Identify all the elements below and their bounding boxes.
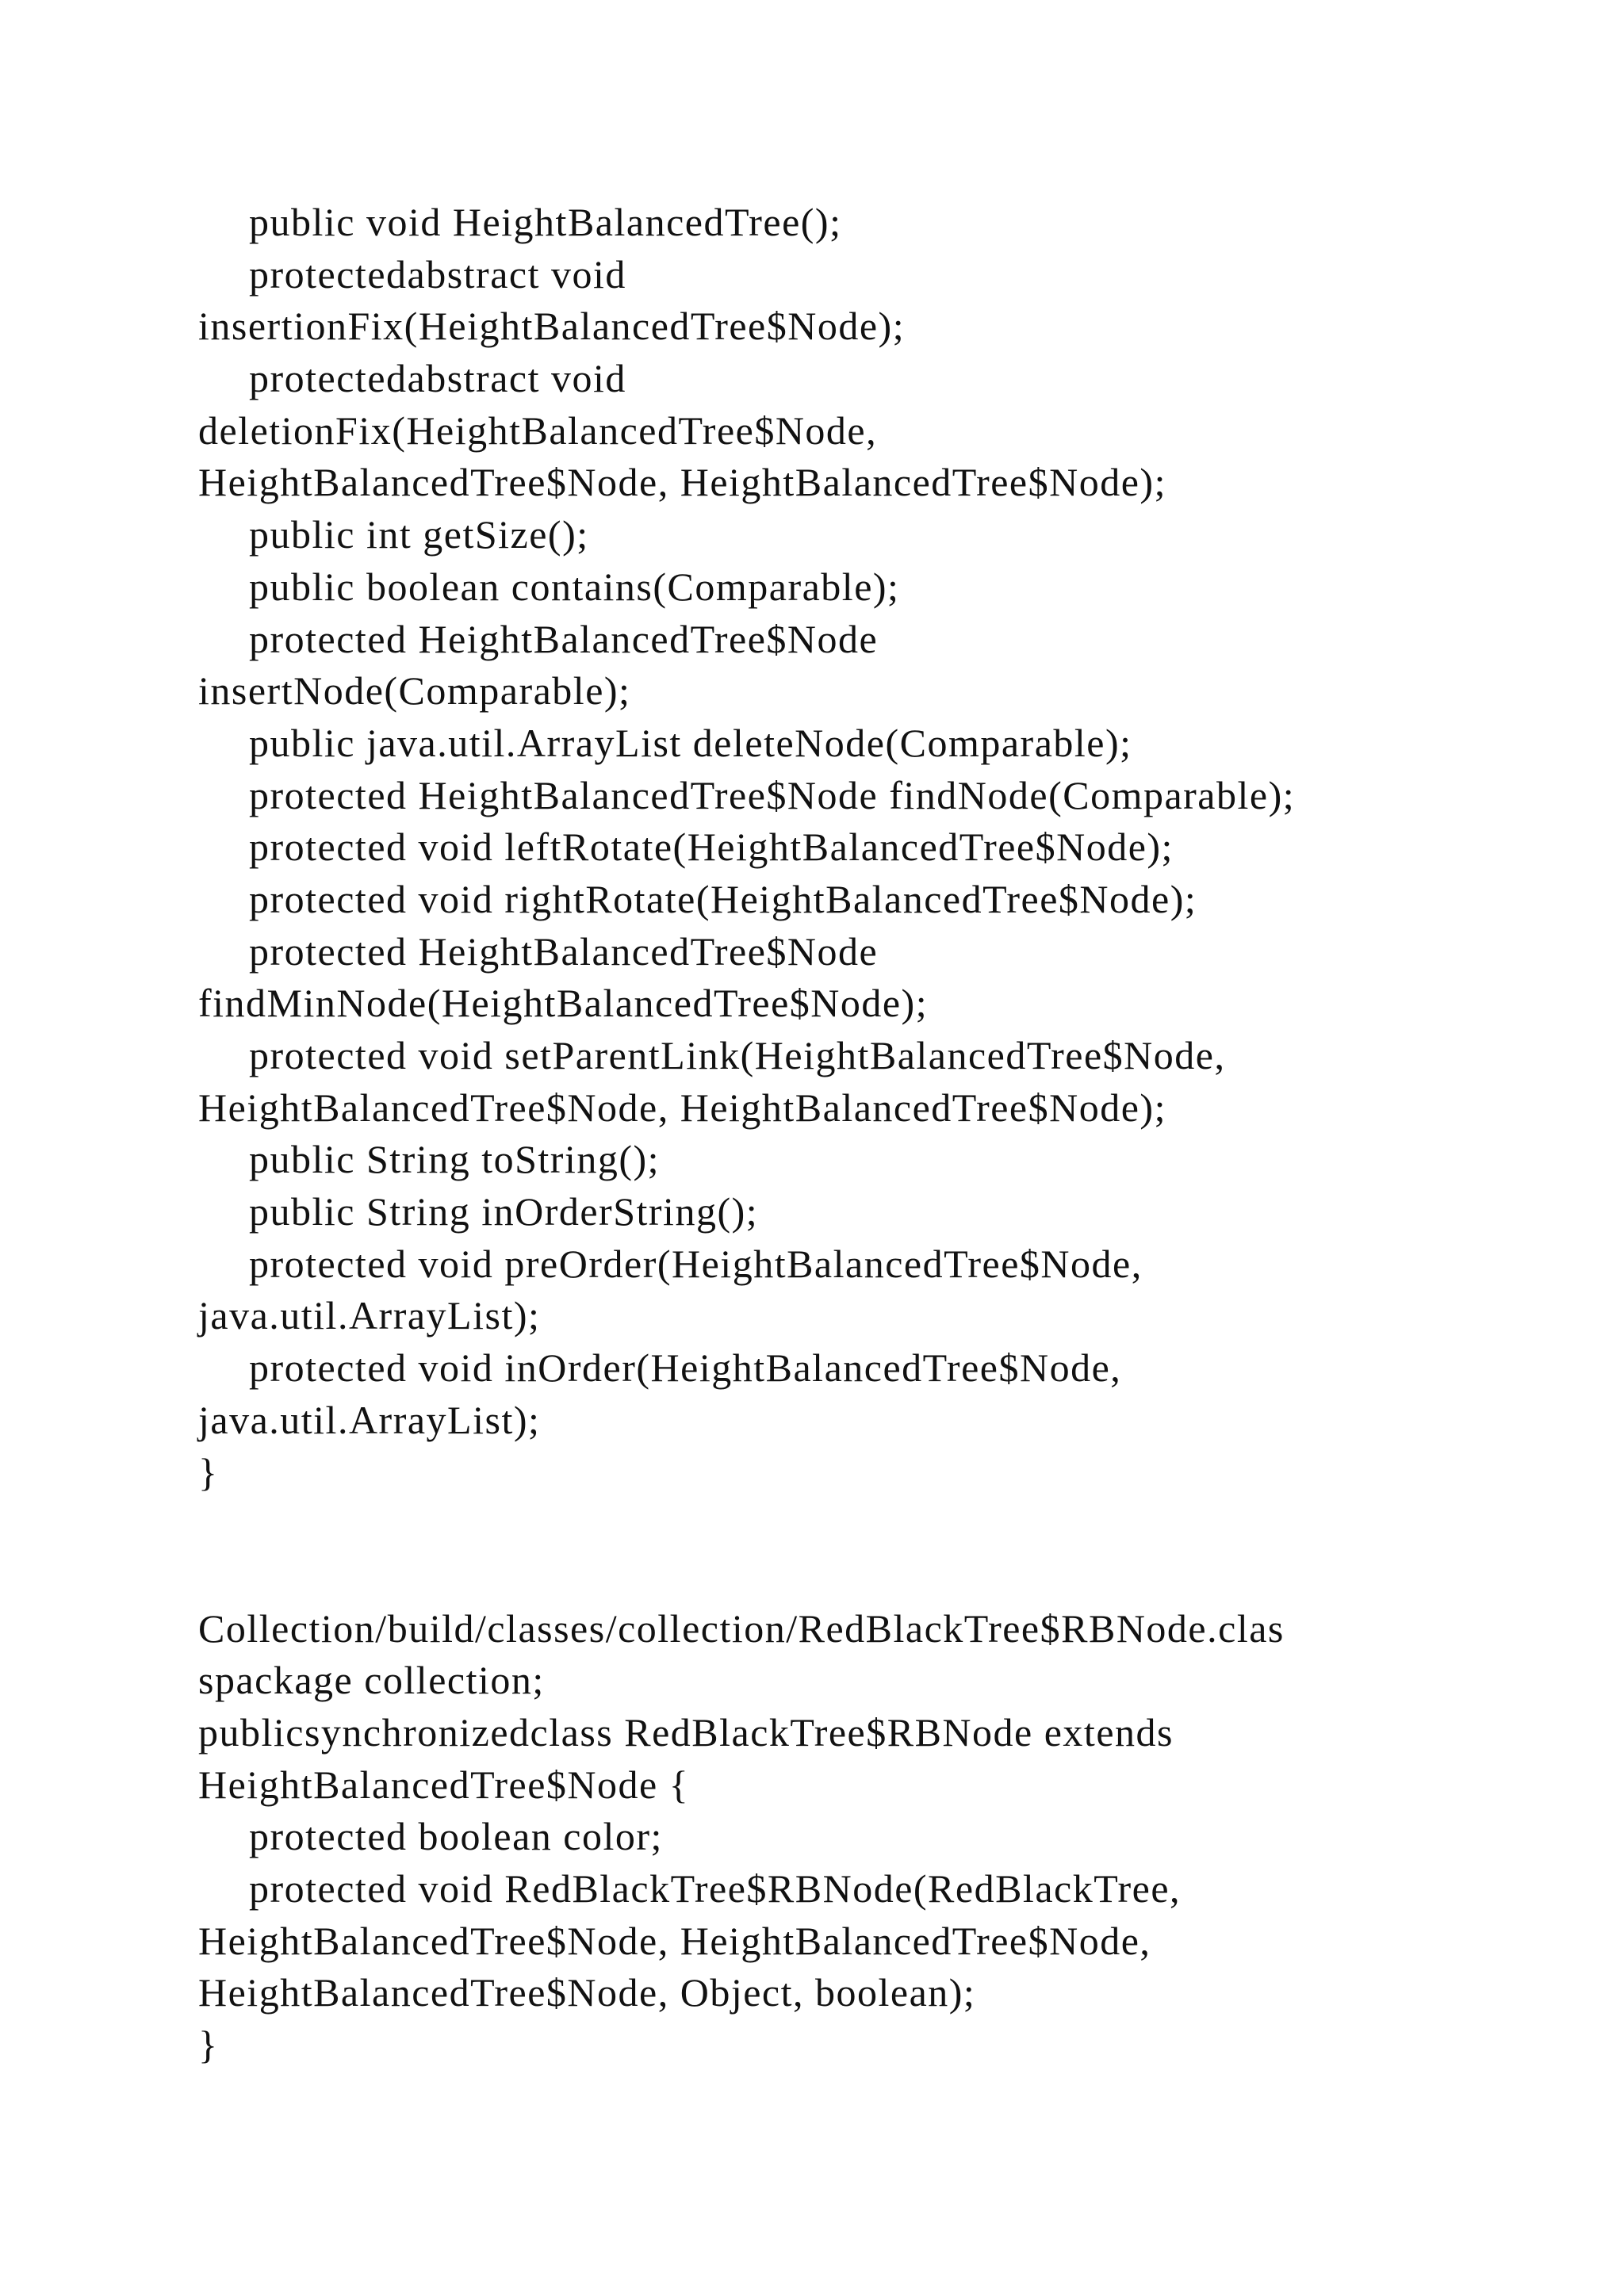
code-line: public java.util.ArrayList deleteNode(Comparable); <box>249 720 1132 765</box>
code-line: protectedabstract void <box>249 251 626 297</box>
code-line: protected void setParentLink(HeightBalancedTree$Node, <box>249 1033 1226 1077</box>
code-line: deletionFix(HeightBalancedTree$Node, <box>198 408 878 453</box>
code-line: protected void inOrder(HeightBalancedTree$Node, <box>249 1345 1122 1391</box>
code-line: public String inOrderString(); <box>249 1189 759 1234</box>
code-line: spackage collection; <box>198 1658 545 1703</box>
code-line: HeightBalancedTree$Node, HeightBalancedTree$Node); <box>198 1085 1166 1130</box>
section-gap <box>198 1498 1562 1602</box>
class-signature-block <box>198 197 1562 1498</box>
code-line: public boolean contains(Comparable); <box>249 564 900 609</box>
code-listing <box>198 197 1562 2072</box>
code-line: insertNode(Comparable); <box>198 668 631 714</box>
code-line: public String toString(); <box>249 1137 661 1182</box>
code-line: insertionFix(HeightBalancedTree$Node); <box>198 304 906 349</box>
code-line: protected boolean color; <box>249 1814 663 1859</box>
code-line: HeightBalancedTree$Node, HeightBalancedTree$Node, <box>198 1918 1151 1963</box>
code-line: public int getSize(); <box>249 512 589 557</box>
file-path-line: Collection/build/classes/collection/RedBlackTree$RBNode.clas <box>198 1605 1285 1651</box>
code-line: protected HeightBalancedTree$Node <box>249 616 879 661</box>
code-line: HeightBalancedTree$Node, Object, boolean); <box>198 1970 976 2015</box>
code-line: protected void rightRotate(HeightBalancedTree$Node); <box>249 876 1197 921</box>
code-line: java.util.ArrayList); <box>198 1293 541 1338</box>
code-line: findMinNode(HeightBalancedTree$Node); <box>198 981 929 1026</box>
code-line: HeightBalancedTree$Node, HeightBalancedTree$Node); <box>198 460 1166 505</box>
code-line: publicsynchronizedclass RedBlackTree$RBNode extends <box>198 1709 1174 1755</box>
code-line: protected void preOrder(HeightBalancedTree$Node, <box>249 1241 1143 1286</box>
code-line: protected HeightBalancedTree$Node findNode(Comparable); <box>249 772 1296 817</box>
code-line: protected void leftRotate(HeightBalancedTree$Node); <box>249 825 1174 870</box>
code-line: java.util.ArrayList); <box>198 1397 541 1442</box>
code-line: public void HeightBalancedTree(); <box>249 200 842 244</box>
code-line: protected void RedBlackTree$RBNode(RedBlackTree, <box>249 1866 1182 1911</box>
code-line: HeightBalancedTree$Node { <box>198 1762 690 1807</box>
code-line: protectedabstract void <box>249 356 626 401</box>
rbnode-class-block <box>198 1603 1562 2072</box>
closing-brace: } <box>198 2022 219 2068</box>
closing-brace: } <box>198 1449 219 1494</box>
code-line: protected HeightBalancedTree$Node <box>249 928 879 974</box>
